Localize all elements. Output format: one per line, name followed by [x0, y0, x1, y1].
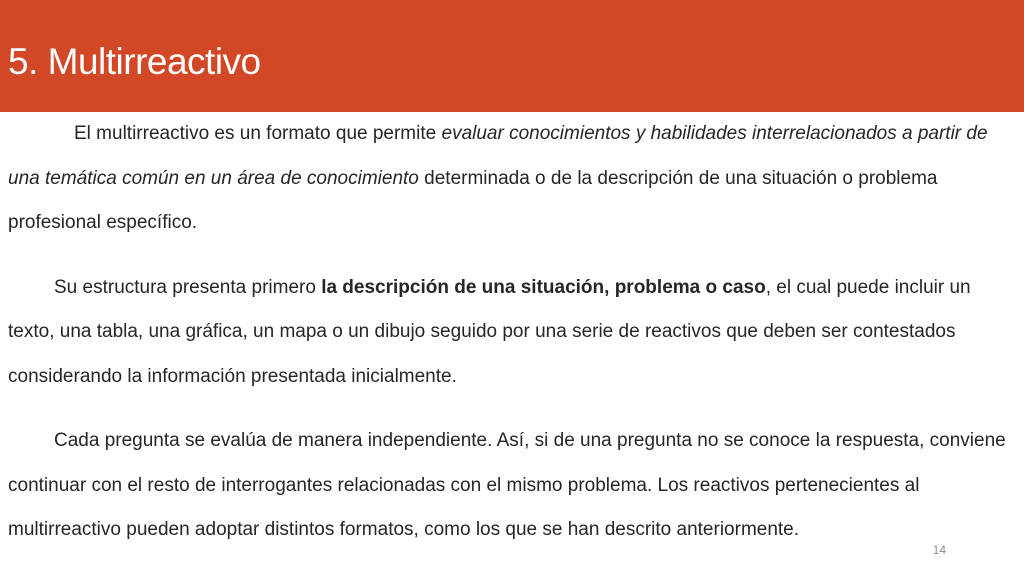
paragraph-text: determinada o de la descripción de una situación o problema profesional específico. — [8, 167, 938, 233]
slide-title: 5. Multirreactivo — [8, 41, 261, 82]
paragraph-text: , el cual puede incluir un texto, una tabla, una gráfica, un mapa o un dibujo seguido por una serie de reactivos que deben ser contestados considerando la información presentada inicialmente. — [8, 276, 971, 387]
bold-text: la descripción de una situación, problema o caso — [321, 276, 766, 298]
page-number: 14 — [932, 543, 946, 557]
paragraph-text: Cada pregunta se evalúa de manera independiente. Así, si de una pregunta no se conoce la respuesta, conviene continuar con el resto de interrogantes relacionadas con el mismo problema. Los reactivos pertenecientes al multirreactivo pueden adoptar distintos formatos, como los que se han descrito anteriormente. — [8, 430, 1006, 540]
title-bar — [0, 0, 1024, 112]
paragraph-text: El multirreactivo es un formato que permite — [74, 123, 442, 144]
slide-body — [8, 112, 1008, 553]
paragraph-evaluation — [8, 419, 1008, 553]
paragraph-structure — [8, 266, 1008, 400]
paragraph-text: Su estructura presenta primero — [54, 276, 322, 298]
emphasized-text: evaluar conocimientos y habilidades interrelacionados a partir de una temática común en un área de conocimiento — [8, 123, 988, 189]
paragraph-definition — [8, 112, 1008, 246]
